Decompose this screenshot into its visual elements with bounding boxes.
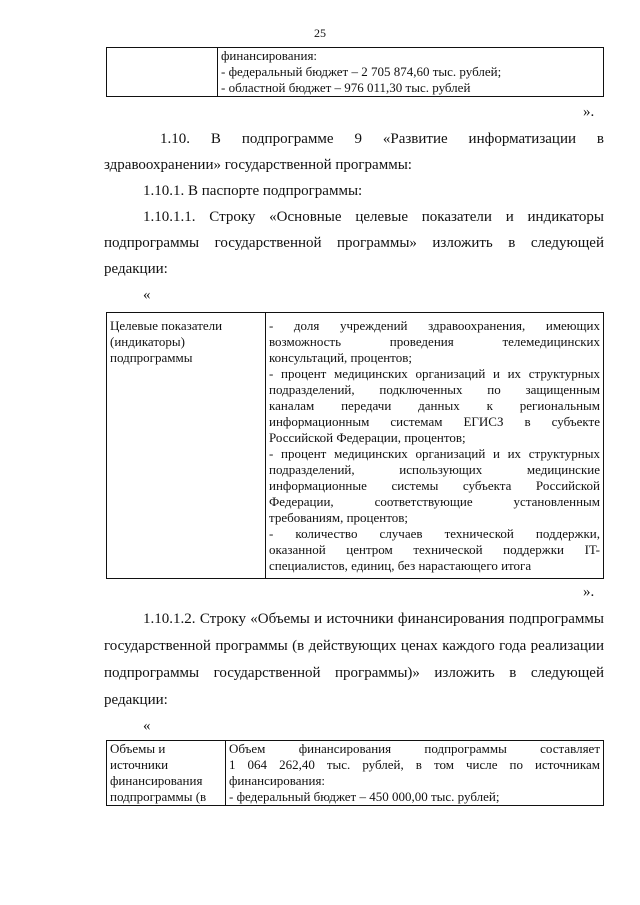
table-cell-left [107,741,226,806]
paragraph-line: 1.10.1.2. Строку «Объемы и источники финансирования подпрограммы [143,611,604,627]
table-line: информационные системы субъекта Российской [269,478,600,493]
table-line: подразделений, подключенных по защищенным [269,382,600,397]
table-line: - процент медицинских организаций и их структурных [269,366,600,381]
table-line: Российской Федерации, процентов; [269,430,466,445]
funding-volume-table [106,740,604,806]
close-quote: ». [583,104,595,120]
table-line: специалистов, единиц, без нарастающего итога [269,558,532,573]
table-cell-right [266,313,604,579]
close-quote: ». [583,584,595,600]
table-line: финансирования: [229,773,326,788]
open-quote: « [143,287,151,303]
table-line: - областной бюджет – 976 011,30 тыс. рублей [221,80,471,95]
table-cell-left-empty [107,48,218,97]
table-line: - федеральный бюджет – 450 000,00 тыс. рублей; [229,789,500,804]
table-line: информационным системам ЕГИСЗ в субъекте [269,414,600,429]
table-line: финансирования: [221,48,318,63]
paragraph-line: государственной программы (в действующих ценах каждого года реализации [104,638,604,654]
paragraph-line: здравоохранении» государственной программы: [104,157,412,173]
paragraph-line: редакции: [104,692,168,708]
table-line: Объем финансирования подпрограммы составляет [229,741,600,756]
target-indicators-table [106,312,604,579]
table-line: (индикаторы) [110,334,185,349]
paragraph-line: подпрограммы государственной программы)» изложить в следующей [104,665,604,681]
page-number: 25 [314,26,326,40]
table-line: каналам передачи данных к региональным [269,398,600,413]
paragraph-line: 1.10. В подпрограмме 9 «Развитие информатизации в [160,131,604,147]
paragraph-line: 1.10.1.1. Строку «Основные целевые показатели и индикаторы [143,209,604,225]
table-cell-right [218,48,604,97]
open-quote: « [143,718,151,734]
table-line: Объемы и [110,741,166,756]
table-line: финансирования [110,773,203,788]
table-line: Федерации, соответствующие установленным [269,494,600,509]
table-line: подразделений, использующих медицинские [269,462,600,477]
table-cell-right [226,741,604,806]
table-line: - доля учреждений здравоохранения, имеющих [269,318,600,333]
table-line: - федеральный бюджет – 2 705 874,60 тыс. рублей; [221,64,502,79]
table-line: 1 064 262,40 тыс. рублей, в том числе по источникам [229,757,600,772]
table-line: консультаций, процентов; [269,350,412,365]
table-cell-left [107,313,266,579]
table-line: подпрограммы [110,350,193,365]
paragraph-line: 1.10.1. В паспорте подпрограммы: [143,183,363,199]
table-line: - процент медицинских организаций и их структурных [269,446,600,461]
table-line: Целевые показатели [110,318,223,333]
table-line: подпрограммы (в [110,789,207,804]
paragraph-line: редакции: [104,261,168,277]
table-line: требованиям, процентов; [269,510,408,525]
table-line: источники [110,757,169,772]
table-line: - количество случаев технической поддержки, [269,526,600,541]
funding-table-continuation [106,47,604,97]
table-line: возможность проведения телемедицинских [269,334,600,349]
table-line: оказанной центром технической поддержки IT- [269,542,600,557]
paragraph-line: подпрограммы государственной программы» изложить в следующей [104,235,604,251]
